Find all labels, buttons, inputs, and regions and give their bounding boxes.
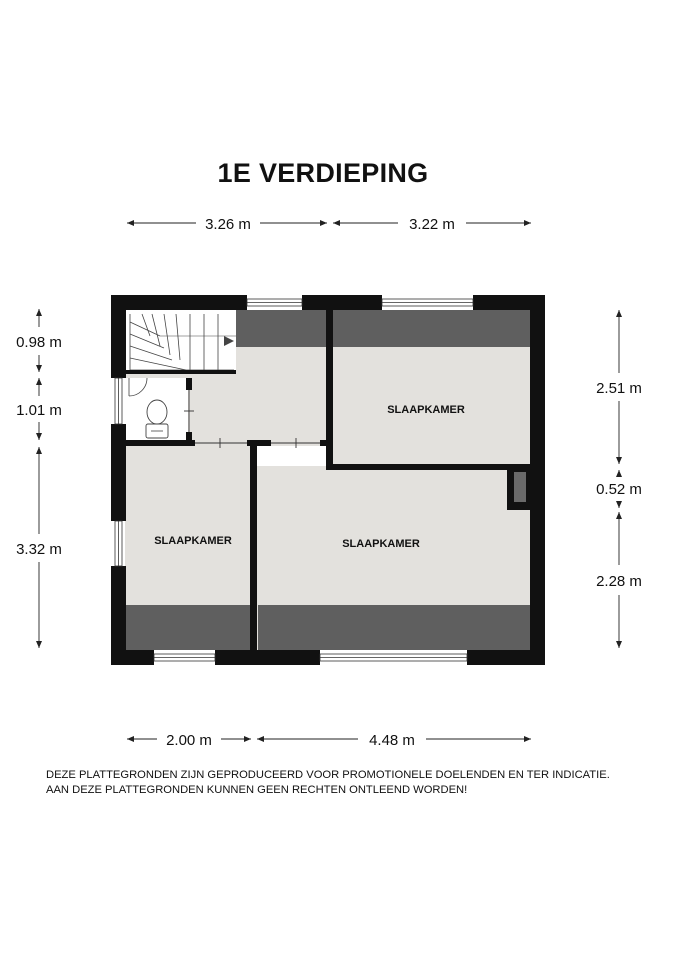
landing-shade: [236, 310, 328, 347]
dim-left-mid: 1.01 m: [16, 402, 62, 419]
dim-left-bottom: 3.32 m: [16, 541, 62, 558]
dim-top-left: 3.26 m: [205, 216, 251, 233]
disclaimer-line-1: DEZE PLATTEGRONDEN ZIJN GEPRODUCEERD VOOR PROMOTIONELE DOELENDEN EN TER INDICATIE.: [46, 769, 610, 781]
disclaimer-line-2: AAN DEZE PLATTEGRONDEN KUNNEN GEEN RECHTEN ONTLEEND WORDEN!: [46, 784, 468, 796]
bedroom-top-right-shade: [333, 310, 530, 347]
dim-top-right: 3.22 m: [409, 216, 455, 233]
dim-left-top: 0.98 m: [16, 334, 62, 351]
room-label-bottom-left: SLAAPKAMER: [154, 535, 232, 547]
disclaimer: [46, 768, 676, 798]
dim-bottom-left: 2.00 m: [166, 732, 212, 749]
bedroom-bottom-right-shade: [258, 605, 530, 650]
room-label-bottom-right: SLAAPKAMER: [342, 538, 420, 550]
room-label-top-right: SLAAPKAMER: [387, 404, 465, 416]
dim-right-bottom: 2.28 m: [596, 573, 642, 590]
toilet: [146, 400, 168, 438]
dim-right-mid: 0.52 m: [596, 481, 642, 498]
stairwell-floor: [125, 310, 236, 372]
dim-bottom-right: 4.48 m: [369, 732, 415, 749]
floor-title: 1E VERDIEPING: [217, 158, 429, 188]
dim-right-top: 2.51 m: [596, 380, 642, 397]
bedroom-bottom-left-shade: [125, 605, 250, 650]
